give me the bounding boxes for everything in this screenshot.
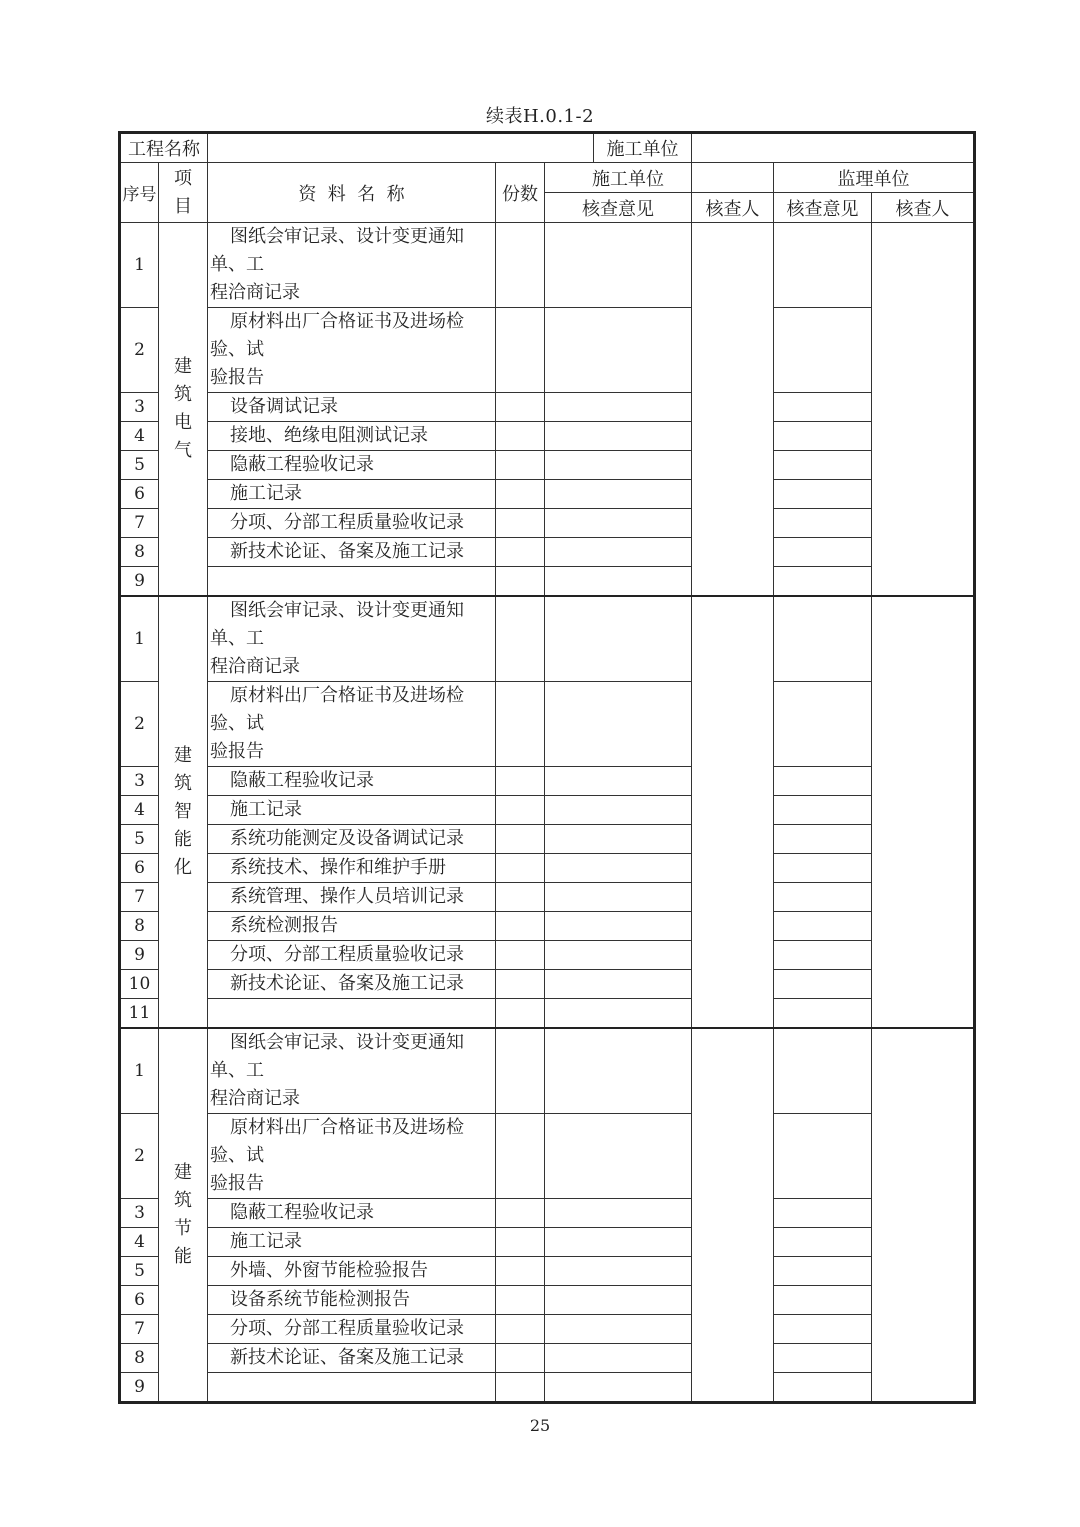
supervision-opinion-cell[interactable] bbox=[774, 1114, 872, 1199]
row-number: 3 bbox=[120, 1199, 159, 1228]
document-name-line1: 系统管理、操作人员培训记录 bbox=[230, 886, 464, 907]
document-name bbox=[208, 1228, 496, 1257]
supervision-opinion-cell[interactable] bbox=[774, 1315, 872, 1344]
category-char: 电 bbox=[174, 412, 192, 433]
project-name-label: 工程名称 bbox=[120, 133, 208, 163]
supervision-opinion-cell[interactable] bbox=[774, 509, 872, 538]
category-char: 筑 bbox=[174, 1190, 192, 1211]
row-number: 3 bbox=[120, 393, 159, 422]
copies-cell[interactable] bbox=[496, 767, 545, 796]
row-number: 2 bbox=[120, 1114, 159, 1199]
document-name-line2: 验报告 bbox=[210, 741, 264, 762]
document-name-line1: 分项、分部工程质量验收记录 bbox=[230, 944, 464, 965]
construction-unit-header: 施工单位 bbox=[545, 163, 692, 193]
construction-opinion-cell[interactable] bbox=[545, 538, 692, 567]
document-name bbox=[208, 393, 496, 422]
document-name-line1: 图纸会审记录、设计变更通知单、工 bbox=[210, 1032, 464, 1081]
construction-checker-header: 核查人 bbox=[692, 193, 774, 223]
table-row bbox=[120, 1315, 975, 1344]
copies-cell[interactable] bbox=[496, 682, 545, 767]
document-name bbox=[208, 1344, 496, 1373]
document-name bbox=[208, 567, 496, 597]
supervision-opinion-cell[interactable] bbox=[774, 825, 872, 854]
document-name-line1: 隐蔽工程验收记录 bbox=[230, 454, 374, 475]
copies-cell[interactable] bbox=[496, 422, 545, 451]
supervision-opinion-cell[interactable] bbox=[774, 941, 872, 970]
construction-opinion-cell[interactable] bbox=[545, 567, 692, 597]
document-name-line1: 系统功能测定及设备调试记录 bbox=[230, 828, 464, 849]
document-name bbox=[208, 682, 496, 767]
construction-opinion-cell[interactable] bbox=[545, 682, 692, 767]
supervision-check-opinion-header: 核查意见 bbox=[774, 193, 872, 223]
document-name-line1: 施工记录 bbox=[230, 1231, 302, 1252]
construction-opinion-cell[interactable] bbox=[545, 1344, 692, 1373]
document-name-line1: 隐蔽工程验收记录 bbox=[230, 770, 374, 791]
unit-label: 施工单位 bbox=[594, 133, 692, 163]
category-char: 能 bbox=[174, 1246, 192, 1267]
table-row bbox=[120, 480, 975, 509]
document-name bbox=[208, 825, 496, 854]
construction-checker-cell[interactable] bbox=[692, 1028, 774, 1403]
copies-cell[interactable] bbox=[496, 538, 545, 567]
construction-opinion-cell[interactable] bbox=[545, 509, 692, 538]
category-char: 建 bbox=[174, 745, 192, 766]
supervision-checker-cell[interactable] bbox=[872, 596, 975, 1028]
row-number: 9 bbox=[120, 941, 159, 970]
supervision-opinion-cell[interactable] bbox=[774, 480, 872, 509]
supervision-opinion-cell[interactable] bbox=[774, 682, 872, 767]
table-row bbox=[120, 941, 975, 970]
table-row bbox=[120, 682, 975, 767]
document-name bbox=[208, 941, 496, 970]
document-name-line1: 系统技术、操作和维护手册 bbox=[230, 857, 446, 878]
document-name bbox=[208, 1286, 496, 1315]
document-name-line2: 验报告 bbox=[210, 1173, 264, 1194]
table-row bbox=[120, 883, 975, 912]
construction-check-opinion-header: 核查意见 bbox=[545, 193, 692, 223]
table-caption: 续表H.0.1-2 bbox=[485, 106, 595, 127]
row-number: 4 bbox=[120, 1228, 159, 1257]
supervision-opinion-cell[interactable] bbox=[774, 999, 872, 1029]
copies-cell[interactable] bbox=[496, 825, 545, 854]
item-header-line2: 目 bbox=[174, 195, 192, 217]
construction-opinion-cell[interactable] bbox=[545, 941, 692, 970]
row-number: 9 bbox=[120, 567, 159, 597]
supervision-opinion-cell[interactable] bbox=[774, 567, 872, 597]
document-name bbox=[208, 1028, 496, 1114]
header-row-project bbox=[120, 133, 975, 163]
table-row bbox=[120, 509, 975, 538]
row-number: 7 bbox=[120, 509, 159, 538]
row-number: 5 bbox=[120, 451, 159, 480]
construction-opinion-cell[interactable] bbox=[545, 883, 692, 912]
supervision-opinion-cell[interactable] bbox=[774, 451, 872, 480]
construction-opinion-cell[interactable] bbox=[545, 422, 692, 451]
construction-opinion-cell[interactable] bbox=[545, 596, 692, 682]
copies-cell[interactable] bbox=[496, 223, 545, 308]
document-name-line1: 图纸会审记录、设计变更通知单、工 bbox=[210, 226, 464, 275]
document-name bbox=[208, 796, 496, 825]
document-name-line1: 外墙、外窗节能检验报告 bbox=[230, 1260, 428, 1281]
document-name bbox=[208, 999, 496, 1029]
project-name-field[interactable] bbox=[208, 133, 594, 163]
row-number: 2 bbox=[120, 308, 159, 393]
construction-opinion-cell[interactable] bbox=[545, 1199, 692, 1228]
category-char: 筑 bbox=[174, 384, 192, 405]
document-name bbox=[208, 451, 496, 480]
category-char: 建 bbox=[174, 1162, 192, 1183]
supervision-opinion-cell[interactable] bbox=[774, 883, 872, 912]
construction-opinion-cell[interactable] bbox=[545, 999, 692, 1029]
copies-cell[interactable] bbox=[496, 1344, 545, 1373]
row-number: 3 bbox=[120, 767, 159, 796]
supervision-checker-cell[interactable] bbox=[872, 1028, 975, 1403]
construction-opinion-cell[interactable] bbox=[545, 912, 692, 941]
supervision-opinion-cell[interactable] bbox=[774, 308, 872, 393]
seq-header: 序号 bbox=[120, 163, 159, 223]
document-name bbox=[208, 422, 496, 451]
document-check-table bbox=[118, 131, 976, 1404]
copies-cell[interactable] bbox=[496, 1257, 545, 1286]
copies-cell[interactable] bbox=[496, 596, 545, 682]
row-number: 1 bbox=[120, 596, 159, 682]
table-row bbox=[120, 767, 975, 796]
table-row bbox=[120, 308, 975, 393]
copies-cell[interactable] bbox=[496, 1114, 545, 1199]
supervision-opinion-cell[interactable] bbox=[774, 854, 872, 883]
document-name bbox=[208, 223, 496, 308]
document-name bbox=[208, 854, 496, 883]
row-number: 1 bbox=[120, 1028, 159, 1114]
construction-opinion-cell[interactable] bbox=[545, 1114, 692, 1199]
document-name-line1: 分项、分部工程质量验收记录 bbox=[230, 512, 464, 533]
page-number: 25 bbox=[529, 1416, 551, 1435]
copies-cell[interactable] bbox=[496, 1028, 545, 1114]
copies-cell[interactable] bbox=[496, 480, 545, 509]
item-header bbox=[159, 163, 208, 223]
table-row bbox=[120, 1257, 975, 1286]
table-row bbox=[120, 999, 975, 1029]
document-name-line1: 施工记录 bbox=[230, 483, 302, 504]
copies-cell[interactable] bbox=[496, 308, 545, 393]
construction-opinion-cell[interactable] bbox=[545, 223, 692, 308]
row-number: 5 bbox=[120, 825, 159, 854]
document-name-line2: 程洽商记录 bbox=[210, 1088, 300, 1109]
row-number: 6 bbox=[120, 854, 159, 883]
document-name-line1: 图纸会审记录、设计变更通知单、工 bbox=[210, 600, 464, 649]
supervision-opinion-cell[interactable] bbox=[774, 223, 872, 308]
document-name bbox=[208, 912, 496, 941]
construction-opinion-cell[interactable] bbox=[545, 1028, 692, 1114]
supervision-opinion-cell[interactable] bbox=[774, 1228, 872, 1257]
construction-opinion-cell[interactable] bbox=[545, 796, 692, 825]
unit-field[interactable] bbox=[692, 133, 975, 163]
construction-opinion-cell[interactable] bbox=[545, 1315, 692, 1344]
construction-opinion-cell[interactable] bbox=[545, 825, 692, 854]
document-name-line1: 接地、绝缘电阻测试记录 bbox=[230, 425, 428, 446]
document-name bbox=[208, 1373, 496, 1403]
document-name-line1: 系统检测报告 bbox=[230, 915, 338, 936]
copies-cell[interactable] bbox=[496, 883, 545, 912]
table-row bbox=[120, 567, 975, 597]
category-label bbox=[159, 596, 208, 1028]
document-name-line1: 新技术论证、备案及施工记录 bbox=[230, 541, 464, 562]
doc-name-header: 资 料 名 称 bbox=[208, 163, 496, 223]
row-number: 10 bbox=[120, 970, 159, 999]
copies-cell[interactable] bbox=[496, 393, 545, 422]
supervision-opinion-cell[interactable] bbox=[774, 393, 872, 422]
copies-cell[interactable] bbox=[496, 912, 545, 941]
category-char: 建 bbox=[174, 356, 192, 377]
row-number: 7 bbox=[120, 1315, 159, 1344]
construction-opinion-cell[interactable] bbox=[545, 1373, 692, 1403]
table-row bbox=[120, 854, 975, 883]
document-name bbox=[208, 1199, 496, 1228]
construction-opinion-cell[interactable] bbox=[545, 308, 692, 393]
supervision-unit-header: 监理单位 bbox=[774, 163, 975, 193]
category-char: 节 bbox=[174, 1218, 192, 1239]
category-char: 筑 bbox=[174, 773, 192, 794]
category-char: 气 bbox=[174, 440, 192, 461]
table-row bbox=[120, 451, 975, 480]
row-number: 5 bbox=[120, 1257, 159, 1286]
construction-opinion-cell[interactable] bbox=[545, 1286, 692, 1315]
table-row bbox=[120, 1114, 975, 1199]
supervision-opinion-cell[interactable] bbox=[774, 1344, 872, 1373]
supervision-opinion-cell[interactable] bbox=[774, 422, 872, 451]
category-char: 化 bbox=[174, 857, 192, 878]
copies-cell[interactable] bbox=[496, 1373, 545, 1403]
document-name-line1: 分项、分部工程质量验收记录 bbox=[230, 1318, 464, 1339]
document-name bbox=[208, 538, 496, 567]
table-row bbox=[120, 1286, 975, 1315]
category-label bbox=[159, 1028, 208, 1403]
document-name bbox=[208, 767, 496, 796]
document-name-line1: 新技术论证、备案及施工记录 bbox=[230, 1347, 464, 1368]
construction-checker-cell[interactable] bbox=[692, 223, 774, 597]
document-name bbox=[208, 480, 496, 509]
construction-unit-header-tail bbox=[692, 163, 774, 193]
supervision-opinion-cell[interactable] bbox=[774, 1028, 872, 1114]
construction-opinion-cell[interactable] bbox=[545, 451, 692, 480]
document-name-line2: 验报告 bbox=[210, 367, 264, 388]
document-name-line1: 设备调试记录 bbox=[230, 396, 338, 417]
row-number: 1 bbox=[120, 223, 159, 308]
item-header-line1: 项 bbox=[174, 167, 192, 189]
row-number: 9 bbox=[120, 1373, 159, 1403]
row-number: 6 bbox=[120, 480, 159, 509]
header-row-columns bbox=[120, 163, 975, 193]
construction-opinion-cell[interactable] bbox=[545, 1257, 692, 1286]
supervision-opinion-cell[interactable] bbox=[774, 1373, 872, 1403]
table-row bbox=[120, 796, 975, 825]
category-char: 智 bbox=[174, 801, 192, 822]
document-name bbox=[208, 1315, 496, 1344]
supervision-opinion-cell[interactable] bbox=[774, 1286, 872, 1315]
table-row bbox=[120, 1344, 975, 1373]
table-row bbox=[120, 422, 975, 451]
copies-cell[interactable] bbox=[496, 1228, 545, 1257]
document-name-line1: 设备系统节能检测报告 bbox=[230, 1289, 410, 1310]
construction-opinion-cell[interactable] bbox=[545, 970, 692, 999]
copies-cell[interactable] bbox=[496, 941, 545, 970]
supervision-opinion-cell[interactable] bbox=[774, 596, 872, 682]
table-row bbox=[120, 825, 975, 854]
category-label bbox=[159, 223, 208, 597]
row-number: 4 bbox=[120, 796, 159, 825]
copies-cell[interactable] bbox=[496, 796, 545, 825]
document-name-line2: 程洽商记录 bbox=[210, 282, 300, 303]
document-name-line1: 新技术论证、备案及施工记录 bbox=[230, 973, 464, 994]
document-name-line1: 原材料出厂合格证书及进场检验、试 bbox=[210, 311, 464, 360]
document-name bbox=[208, 970, 496, 999]
table-row bbox=[120, 1373, 975, 1403]
document-name bbox=[208, 596, 496, 682]
table-row bbox=[120, 912, 975, 941]
supervision-checker-header: 核查人 bbox=[872, 193, 975, 223]
table-body bbox=[120, 223, 975, 1403]
row-number: 8 bbox=[120, 1344, 159, 1373]
copies-cell[interactable] bbox=[496, 1286, 545, 1315]
row-number: 6 bbox=[120, 1286, 159, 1315]
construction-opinion-cell[interactable] bbox=[545, 854, 692, 883]
copies-cell[interactable] bbox=[496, 451, 545, 480]
table-row bbox=[120, 393, 975, 422]
document-name-line2: 程洽商记录 bbox=[210, 656, 300, 677]
construction-opinion-cell[interactable] bbox=[545, 1228, 692, 1257]
table-row bbox=[120, 223, 975, 308]
row-number: 4 bbox=[120, 422, 159, 451]
supervision-opinion-cell[interactable] bbox=[774, 796, 872, 825]
table-row bbox=[120, 596, 975, 682]
construction-opinion-cell[interactable] bbox=[545, 393, 692, 422]
supervision-opinion-cell[interactable] bbox=[774, 1199, 872, 1228]
table-row bbox=[120, 1199, 975, 1228]
row-number: 11 bbox=[120, 999, 159, 1029]
table-row bbox=[120, 1028, 975, 1114]
category-char: 能 bbox=[174, 829, 192, 850]
copies-cell[interactable] bbox=[496, 854, 545, 883]
construction-opinion-cell[interactable] bbox=[545, 767, 692, 796]
copies-cell[interactable] bbox=[496, 970, 545, 999]
document-name-line1: 施工记录 bbox=[230, 799, 302, 820]
copies-cell[interactable] bbox=[496, 999, 545, 1029]
document-name bbox=[208, 509, 496, 538]
document-name bbox=[208, 1257, 496, 1286]
table-row bbox=[120, 538, 975, 567]
copies-cell[interactable] bbox=[496, 1315, 545, 1344]
supervision-opinion-cell[interactable] bbox=[774, 1257, 872, 1286]
supervision-checker-cell[interactable] bbox=[872, 223, 975, 597]
document-name-line1: 隐蔽工程验收记录 bbox=[230, 1202, 374, 1223]
table-row bbox=[120, 970, 975, 999]
row-number: 8 bbox=[120, 912, 159, 941]
document-name-line1: 原材料出厂合格证书及进场检验、试 bbox=[210, 1117, 464, 1166]
supervision-opinion-cell[interactable] bbox=[774, 912, 872, 941]
table-row bbox=[120, 1228, 975, 1257]
document-name bbox=[208, 1114, 496, 1199]
supervision-opinion-cell[interactable] bbox=[774, 970, 872, 999]
row-number: 2 bbox=[120, 682, 159, 767]
row-number: 7 bbox=[120, 883, 159, 912]
copies-cell[interactable] bbox=[496, 567, 545, 597]
construction-opinion-cell[interactable] bbox=[545, 480, 692, 509]
supervision-opinion-cell[interactable] bbox=[774, 767, 872, 796]
copies-header: 份数 bbox=[496, 163, 545, 223]
document-name bbox=[208, 883, 496, 912]
document-name-line1: 原材料出厂合格证书及进场检验、试 bbox=[210, 685, 464, 734]
copies-cell[interactable] bbox=[496, 509, 545, 538]
document-name bbox=[208, 308, 496, 393]
copies-cell[interactable] bbox=[496, 1199, 545, 1228]
row-number: 8 bbox=[120, 538, 159, 567]
construction-checker-cell[interactable] bbox=[692, 596, 774, 1028]
supervision-opinion-cell[interactable] bbox=[774, 538, 872, 567]
